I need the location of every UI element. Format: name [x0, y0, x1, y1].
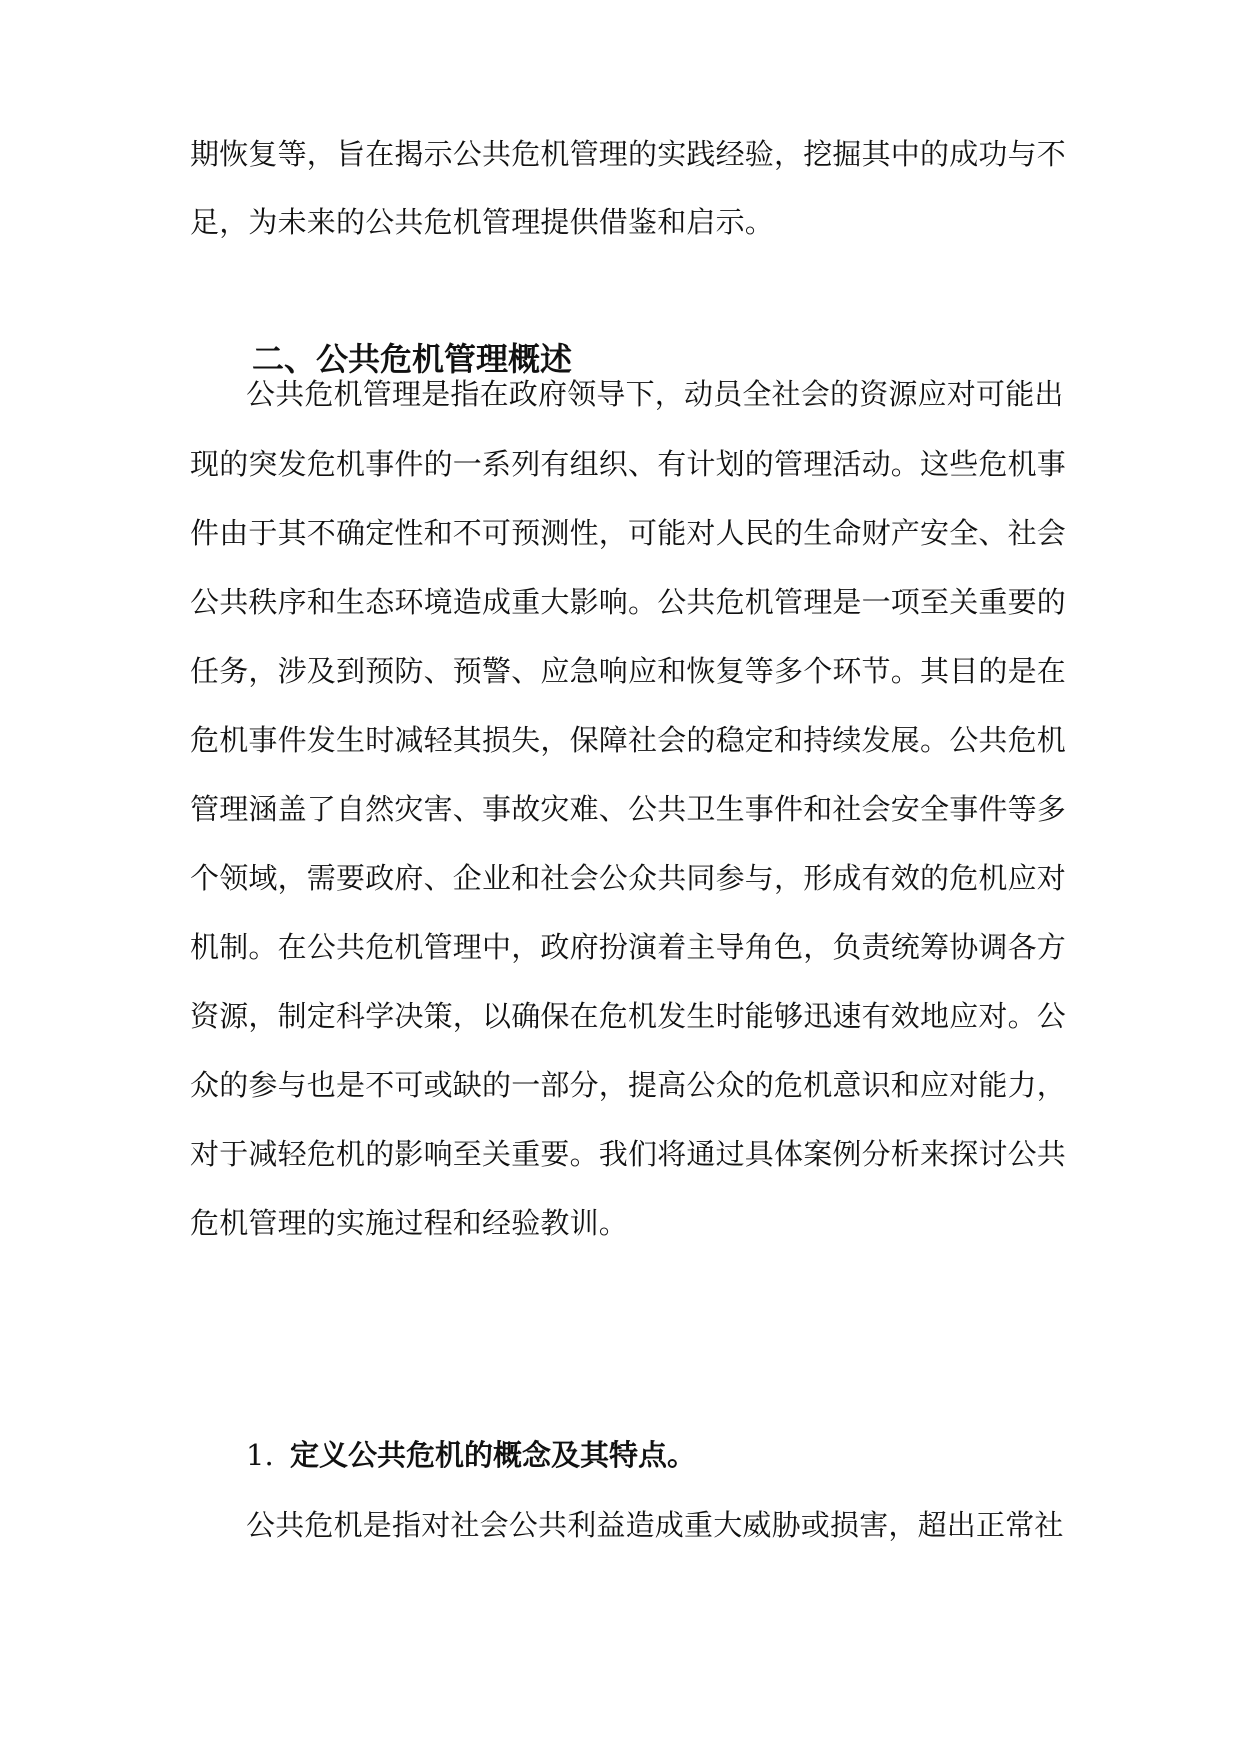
subsection-title: 定义公共危机的概念及其特点。: [290, 1438, 697, 1472]
body-text-line: 公共危机管理是指在政府领导下，动员全社会的资源应对可能出: [246, 377, 1064, 411]
body-text-line: 危机事件发生时减轻其损失，保障社会的稳定和持续发展。公共危机: [190, 723, 1067, 757]
body-text-line: 公共危机是指对社会公共利益造成重大威胁或损害，超出正常社: [246, 1508, 1064, 1542]
body-text-line: 资源，制定科学决策，以确保在危机发生时能够迅速有效地应对。公: [190, 999, 1067, 1033]
body-text-line: 期恢复等，旨在揭示公共危机管理的实践经验，挖掘其中的成功与不: [190, 137, 1067, 171]
body-text-line: 管理涵盖了自然灾害、事故灾难、公共卫生事件和社会安全事件等多: [190, 792, 1067, 826]
body-text-line: 任务，涉及到预防、预警、应急响应和恢复等多个环节。其目的是在: [190, 654, 1067, 688]
body-text-line: 危机管理的实施过程和经验教训。: [190, 1206, 629, 1240]
subsection-heading: [246, 1435, 696, 1475]
body-text-line: 足，为未来的公共危机管理提供借鉴和启示。: [190, 205, 775, 239]
body-text-line: 机制。在公共危机管理中，政府扮演着主导角色，负责统筹协调各方: [190, 930, 1067, 964]
section-heading: 二、公共危机管理概述: [252, 340, 573, 378]
body-text-line: 公共秩序和生态环境造成重大影响。公共危机管理是一项至关重要的: [190, 585, 1067, 619]
subsection-number: 1.: [246, 1438, 274, 1472]
body-text-line: 众的参与也是不可或缺的一部分，提高公众的危机意识和应对能力，: [190, 1068, 1067, 1102]
body-text-line: 件由于其不确定性和不可预测性，可能对人民的生命财产安全、社会: [190, 516, 1067, 550]
body-text-line: 个领域，需要政府、企业和社会公众共同参与，形成有效的危机应对: [190, 861, 1067, 895]
body-text-line: 现的突发危机事件的一系列有组织、有计划的管理活动。这些危机事: [190, 447, 1067, 481]
body-text-line: 对于减轻危机的影响至关重要。我们将通过具体案例分析来探讨公共: [190, 1137, 1067, 1171]
